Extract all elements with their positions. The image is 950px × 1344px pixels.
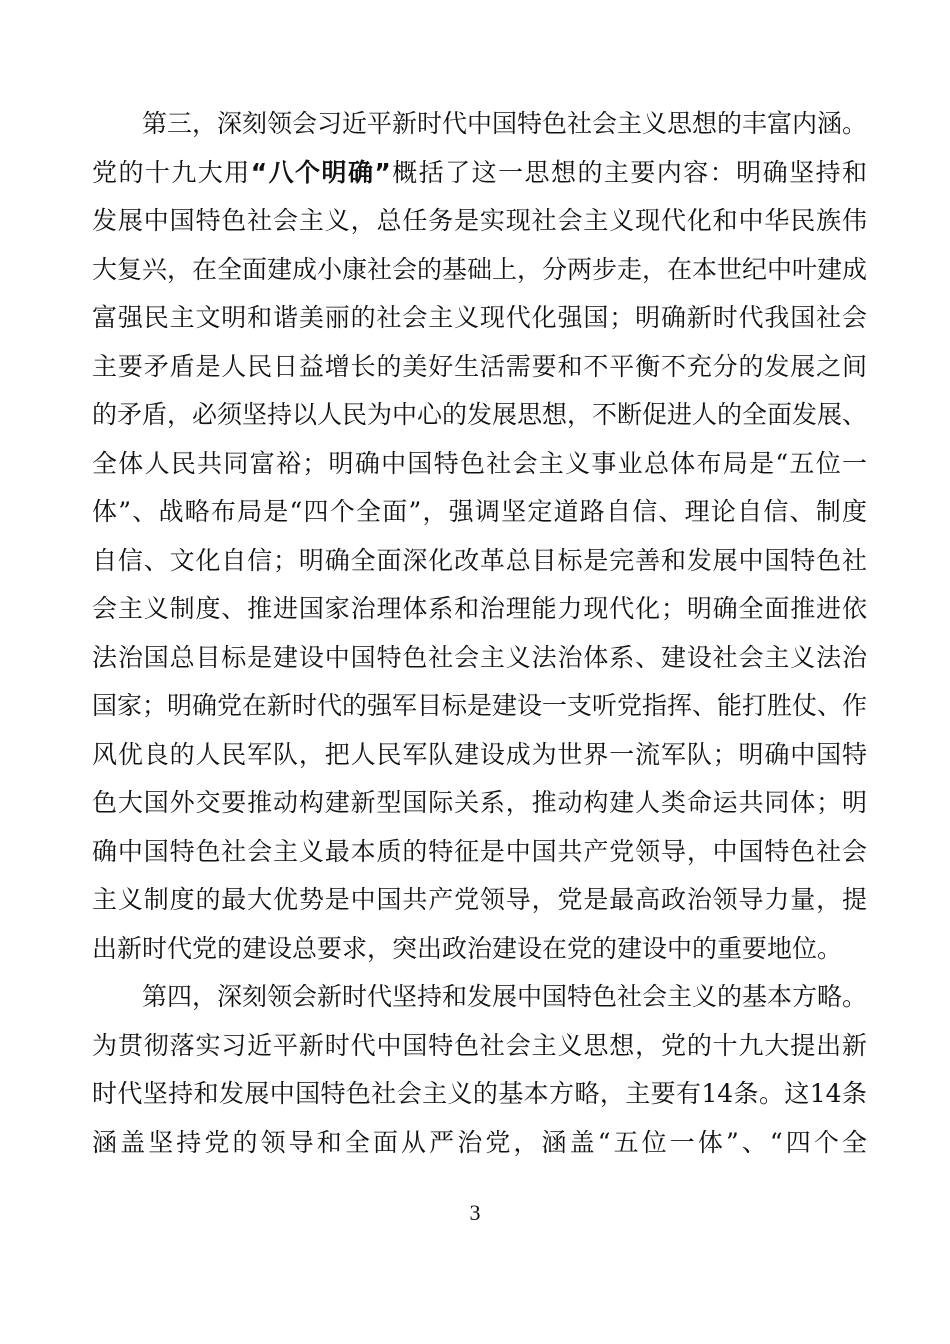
paragraph-line: 大复兴，在全面建成小康社会的基础上，分两步走，在本世纪中叶建成: [92, 254, 868, 284]
paragraph-line: 第四，深刻领会新时代坚持和发展中国特色社会主义的基本方略。: [142, 982, 868, 1011]
paragraph-line: 自信、文化自信；明确全面深化改革总目标是完善和发展中国特色社: [92, 545, 867, 575]
paragraph-line: 国家；明确党在新时代的强军目标是建设一支听党指挥、能打胜仗、作: [92, 691, 868, 720]
text-run: 概括了这一思想的主要内容：明确坚持和: [390, 157, 867, 187]
paragraph-line: 体”、战略布局是“四个全面”，强调坚定道路自信、理论自信、制度: [92, 497, 867, 526]
paragraph-line: 时代坚持和发展中国特色社会主义的基本方略，主要有14条。这14条: [92, 1079, 867, 1108]
paragraph-line: 出新时代党的建设总要求，突出政治建设在党的建设中的重要地位。: [92, 933, 843, 963]
paragraph-line: 发展中国特色社会主义，总任务是实现社会主义现代化和中华民族伟: [92, 206, 867, 235]
paragraph-line: 主要矛盾是人民日益增长的美好生活需要和不平衡不充分的发展之间: [92, 351, 867, 381]
paragraph-line: [92, 149, 867, 198]
body-text: [92, 100, 867, 1167]
paragraph-line: 的矛盾，必须坚持以人民为中心的发展思想，不断促进人的全面发展、: [92, 400, 868, 429]
paragraph-line: 色大国外交要推动构建新型国际关系，推动构建人类命运共同体；明: [92, 788, 867, 817]
paragraph-line: 富强民主文明和谐美丽的社会主义现代化强国；明确新时代我国社会: [92, 303, 867, 332]
paragraph-line: 会主义制度、推进国家治理体系和治理能力现代化；明确全面推进依: [92, 594, 867, 623]
paragraph-line: 风优良的人民军队，把人民军队建设成为世界一流军队；明确中国特: [92, 739, 867, 769]
text-run: 党的十九大用: [92, 157, 251, 187]
paragraph-line: 全体人民共同富裕；明确中国特色社会主义事业总体布局是“五位一: [92, 448, 867, 478]
paragraph-line: 为贯彻落实习近平新时代中国特色社会主义思想，党的十九大提出新: [92, 1030, 867, 1060]
paragraph-line: 第三，深刻领会习近平新时代中国特色社会主义思想的丰富内涵。: [142, 109, 868, 138]
page-number: 3: [469, 1200, 481, 1225]
emphasis-text: “八个明确”: [250, 157, 391, 187]
paragraph-line: 确中国特色社会主义最本质的特征是中国共产党领导，中国特色社会: [92, 836, 867, 866]
paragraph-line: 法治国总目标是建设中国特色社会主义法治体系、建设社会主义法治: [92, 642, 867, 672]
paragraph-line: 涵盖坚持党的领导和全面从严治党，涵盖“五位一体”、“四个全: [92, 1127, 867, 1157]
paragraph-line: 主义制度的最大优势是中国共产党领导，党是最高政治领导力量，提: [92, 885, 867, 914]
